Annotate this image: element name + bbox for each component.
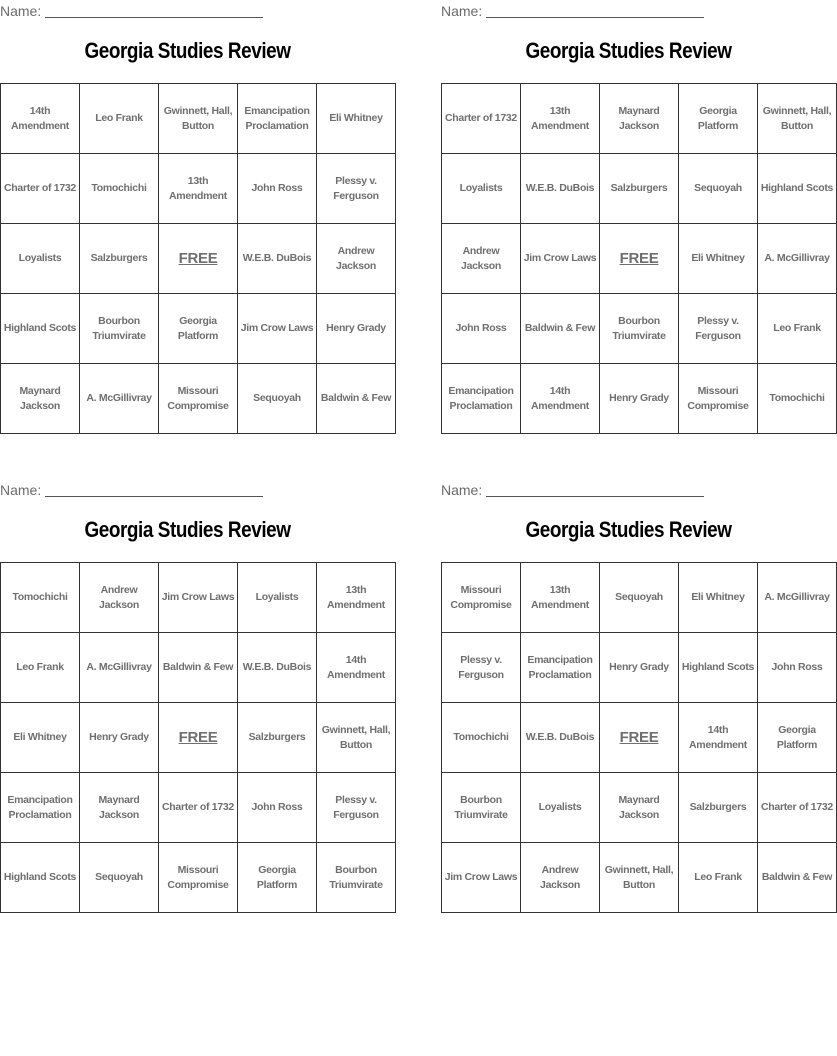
bingo-card-2 bbox=[441, 0, 834, 434]
bingo-cell[interactable]: 14th Amendment bbox=[317, 633, 396, 703]
name-label: Name: bbox=[0, 3, 42, 19]
bingo-cell[interactable]: Sequoyah bbox=[238, 364, 317, 434]
bingo-cell[interactable]: John Ross bbox=[442, 294, 521, 364]
grid-row bbox=[442, 224, 837, 294]
bingo-cell[interactable]: Jim Crow Laws bbox=[238, 294, 317, 364]
bingo-cell[interactable]: Highland Scots bbox=[679, 633, 758, 703]
bingo-cell[interactable]: Bourbon Triumvirate bbox=[442, 773, 521, 843]
bingo-cell[interactable]: A. McGillivray bbox=[80, 633, 159, 703]
bingo-cell[interactable]: Gwinnett, Hall, Button bbox=[600, 843, 679, 913]
grid-row bbox=[442, 563, 837, 633]
name-field[interactable] bbox=[0, 481, 263, 499]
bingo-grid bbox=[441, 83, 837, 434]
bingo-cell[interactable]: Highland Scots bbox=[1, 294, 80, 364]
card-title: Georgia Studies Review bbox=[84, 517, 291, 542]
bingo-cell[interactable]: Georgia Platform bbox=[758, 703, 837, 773]
bingo-cell[interactable]: Henry Grady bbox=[600, 364, 679, 434]
free-space-cell[interactable]: FREE bbox=[600, 224, 679, 294]
bingo-cell[interactable]: Eli Whitney bbox=[317, 84, 396, 154]
bingo-cell[interactable]: Andrew Jackson bbox=[317, 224, 396, 294]
free-space-cell[interactable]: FREE bbox=[159, 224, 238, 294]
bingo-cell[interactable]: Jim Crow Laws bbox=[521, 224, 600, 294]
grid-row bbox=[1, 224, 396, 294]
bingo-cell[interactable]: Gwinnett, Hall, Button bbox=[758, 84, 837, 154]
bingo-cell[interactable]: Plessy v. Ferguson bbox=[317, 773, 396, 843]
bingo-cell[interactable]: Leo Frank bbox=[1, 633, 80, 703]
bingo-cell[interactable]: Sequoyah bbox=[679, 154, 758, 224]
bingo-cell[interactable]: Jim Crow Laws bbox=[442, 843, 521, 913]
name-label: Name: bbox=[441, 3, 483, 19]
bingo-cell[interactable]: Plessy v. Ferguson bbox=[442, 633, 521, 703]
grid-row bbox=[1, 633, 396, 703]
bingo-cell[interactable]: Emancipation Proclamation bbox=[1, 773, 80, 843]
grid-row bbox=[442, 294, 837, 364]
grid-row bbox=[442, 633, 837, 703]
grid-row bbox=[442, 154, 837, 224]
bingo-cell[interactable]: 14th Amendment bbox=[679, 703, 758, 773]
grid-row bbox=[1, 294, 396, 364]
bingo-cell[interactable]: Andrew Jackson bbox=[442, 224, 521, 294]
bingo-cell[interactable]: Missouri Compromise bbox=[442, 563, 521, 633]
bingo-cell[interactable]: Andrew Jackson bbox=[521, 843, 600, 913]
bingo-cell[interactable]: Eli Whitney bbox=[679, 224, 758, 294]
bingo-cell[interactable]: Charter of 1732 bbox=[159, 773, 238, 843]
grid-row bbox=[1, 703, 396, 773]
grid-row bbox=[1, 364, 396, 434]
bingo-cell[interactable]: Gwinnett, Hall, Button bbox=[159, 84, 238, 154]
bingo-cell[interactable]: Jim Crow Laws bbox=[159, 563, 238, 633]
bingo-grid bbox=[441, 562, 837, 913]
bingo-cell[interactable]: Baldwin & Few bbox=[758, 843, 837, 913]
bingo-cell[interactable]: Loyalists bbox=[521, 773, 600, 843]
name-label: Name: bbox=[0, 482, 42, 498]
bingo-cell[interactable]: Charter of 1732 bbox=[442, 84, 521, 154]
bingo-cell[interactable]: Leo Frank bbox=[758, 294, 837, 364]
bingo-cell[interactable]: Sequoyah bbox=[600, 563, 679, 633]
bingo-cell[interactable]: Henry Grady bbox=[317, 294, 396, 364]
bingo-cell[interactable]: Plessy v. Ferguson bbox=[317, 154, 396, 224]
bingo-cell[interactable]: Emancipation Proclamation bbox=[442, 364, 521, 434]
name-blank-line[interactable] bbox=[45, 482, 263, 497]
grid-row bbox=[442, 773, 837, 843]
bingo-cell[interactable]: Loyalists bbox=[238, 563, 317, 633]
bingo-cell[interactable]: Eli Whitney bbox=[1, 703, 80, 773]
grid-row bbox=[1, 84, 396, 154]
bingo-cell[interactable]: Tomochichi bbox=[758, 364, 837, 434]
bingo-cell[interactable]: John Ross bbox=[238, 154, 317, 224]
bingo-cell[interactable]: Missouri Compromise bbox=[679, 364, 758, 434]
name-label: Name: bbox=[441, 482, 483, 498]
bingo-grid bbox=[0, 83, 396, 434]
name-field[interactable] bbox=[441, 481, 704, 499]
bingo-cell[interactable]: Eli Whitney bbox=[679, 563, 758, 633]
free-space-cell[interactable]: FREE bbox=[600, 703, 679, 773]
bingo-cell[interactable]: 14th Amendment bbox=[521, 364, 600, 434]
bingo-cell[interactable]: Bourbon Triumvirate bbox=[600, 294, 679, 364]
bingo-cell[interactable]: Baldwin & Few bbox=[521, 294, 600, 364]
bingo-cell[interactable]: Georgia Platform bbox=[679, 84, 758, 154]
bingo-cell[interactable]: Leo Frank bbox=[679, 843, 758, 913]
grid-row bbox=[442, 364, 837, 434]
bingo-cell[interactable]: Henry Grady bbox=[600, 633, 679, 703]
grid-row bbox=[1, 563, 396, 633]
grid-row bbox=[442, 843, 837, 913]
bingo-cell[interactable]: Maynard Jackson bbox=[1, 364, 80, 434]
bingo-cell[interactable]: 13th Amendment bbox=[521, 563, 600, 633]
bingo-cell[interactable]: W.E.B. DuBois bbox=[238, 224, 317, 294]
bingo-cell[interactable]: 13th Amendment bbox=[521, 84, 600, 154]
bingo-card-1 bbox=[0, 0, 392, 434]
grid-row bbox=[1, 154, 396, 224]
bingo-cell[interactable]: Maynard Jackson bbox=[80, 773, 159, 843]
bingo-cell[interactable]: John Ross bbox=[758, 633, 837, 703]
bingo-cell[interactable]: Maynard Jackson bbox=[600, 773, 679, 843]
bingo-cell[interactable]: Maynard Jackson bbox=[600, 84, 679, 154]
grid-row bbox=[442, 84, 837, 154]
bingo-cell[interactable]: Georgia Platform bbox=[159, 294, 238, 364]
bingo-cell[interactable]: Salzburgers bbox=[600, 154, 679, 224]
bingo-card-3 bbox=[0, 479, 391, 913]
grid-row bbox=[442, 703, 837, 773]
bingo-cell[interactable]: Plessy v. Ferguson bbox=[679, 294, 758, 364]
bingo-card-4 bbox=[441, 479, 833, 913]
bingo-cell[interactable]: Leo Frank bbox=[80, 84, 159, 154]
bingo-cell[interactable]: Salzburgers bbox=[679, 773, 758, 843]
bingo-cell[interactable]: Sequoyah bbox=[80, 843, 159, 913]
name-field[interactable] bbox=[0, 2, 263, 20]
name-blank-line[interactable] bbox=[45, 3, 263, 18]
bingo-cell[interactable]: A. McGillivray bbox=[80, 364, 159, 434]
bingo-cell[interactable]: Henry Grady bbox=[80, 703, 159, 773]
card-title: Georgia Studies Review bbox=[84, 38, 291, 63]
name-blank-line[interactable] bbox=[486, 3, 704, 18]
bingo-cell[interactable]: John Ross bbox=[238, 773, 317, 843]
bingo-cell[interactable]: Emancipation Proclamation bbox=[238, 84, 317, 154]
bingo-cell[interactable]: Loyalists bbox=[442, 154, 521, 224]
bingo-cell[interactable]: W.E.B. DuBois bbox=[521, 154, 600, 224]
bingo-cell[interactable]: 13th Amendment bbox=[317, 563, 396, 633]
bingo-cell[interactable]: Andrew Jackson bbox=[80, 563, 159, 633]
bingo-cell[interactable]: 13th Amendment bbox=[159, 154, 238, 224]
bingo-cell[interactable]: Baldwin & Few bbox=[159, 633, 238, 703]
bingo-cell[interactable]: Georgia Platform bbox=[238, 843, 317, 913]
bingo-cell[interactable]: Baldwin & Few bbox=[317, 364, 396, 434]
bingo-grid bbox=[0, 562, 396, 913]
bingo-cell[interactable]: Highland Scots bbox=[758, 154, 837, 224]
bingo-cell[interactable]: 14th Amendment bbox=[1, 84, 80, 154]
bingo-cell[interactable]: Missouri Compromise bbox=[159, 364, 238, 434]
bingo-cell[interactable]: Bourbon Triumvirate bbox=[80, 294, 159, 364]
bingo-cell[interactable]: A. McGillivray bbox=[758, 224, 837, 294]
grid-row bbox=[1, 843, 396, 913]
bingo-cell[interactable]: Charter of 1732 bbox=[758, 773, 837, 843]
bingo-cell[interactable]: Tomochichi bbox=[80, 154, 159, 224]
bingo-cell[interactable]: Charter of 1732 bbox=[1, 154, 80, 224]
bingo-cell[interactable]: Emancipation Proclamation bbox=[521, 633, 600, 703]
card-title: Georgia Studies Review bbox=[525, 38, 732, 63]
bingo-cell[interactable]: Salzburgers bbox=[238, 703, 317, 773]
bingo-cell[interactable]: Missouri Compromise bbox=[159, 843, 238, 913]
bingo-cell[interactable]: Highland Scots bbox=[1, 843, 80, 913]
name-field[interactable] bbox=[441, 2, 704, 20]
name-blank-line[interactable] bbox=[486, 482, 704, 497]
bingo-cell[interactable]: Loyalists bbox=[1, 224, 80, 294]
bingo-cell[interactable]: Gwinnett, Hall, Button bbox=[317, 703, 396, 773]
bingo-cell[interactable]: Tomochichi bbox=[442, 703, 521, 773]
free-space-cell[interactable]: FREE bbox=[159, 703, 238, 773]
grid-row bbox=[1, 773, 396, 843]
bingo-cell[interactable]: A. McGillivray bbox=[758, 563, 837, 633]
bingo-cell[interactable]: W.E.B. DuBois bbox=[521, 703, 600, 773]
bingo-cell[interactable]: Salzburgers bbox=[80, 224, 159, 294]
bingo-cell[interactable]: Tomochichi bbox=[1, 563, 80, 633]
bingo-cell[interactable]: Bourbon Triumvirate bbox=[317, 843, 396, 913]
bingo-cell[interactable]: W.E.B. DuBois bbox=[238, 633, 317, 703]
card-title: Georgia Studies Review bbox=[525, 517, 732, 542]
